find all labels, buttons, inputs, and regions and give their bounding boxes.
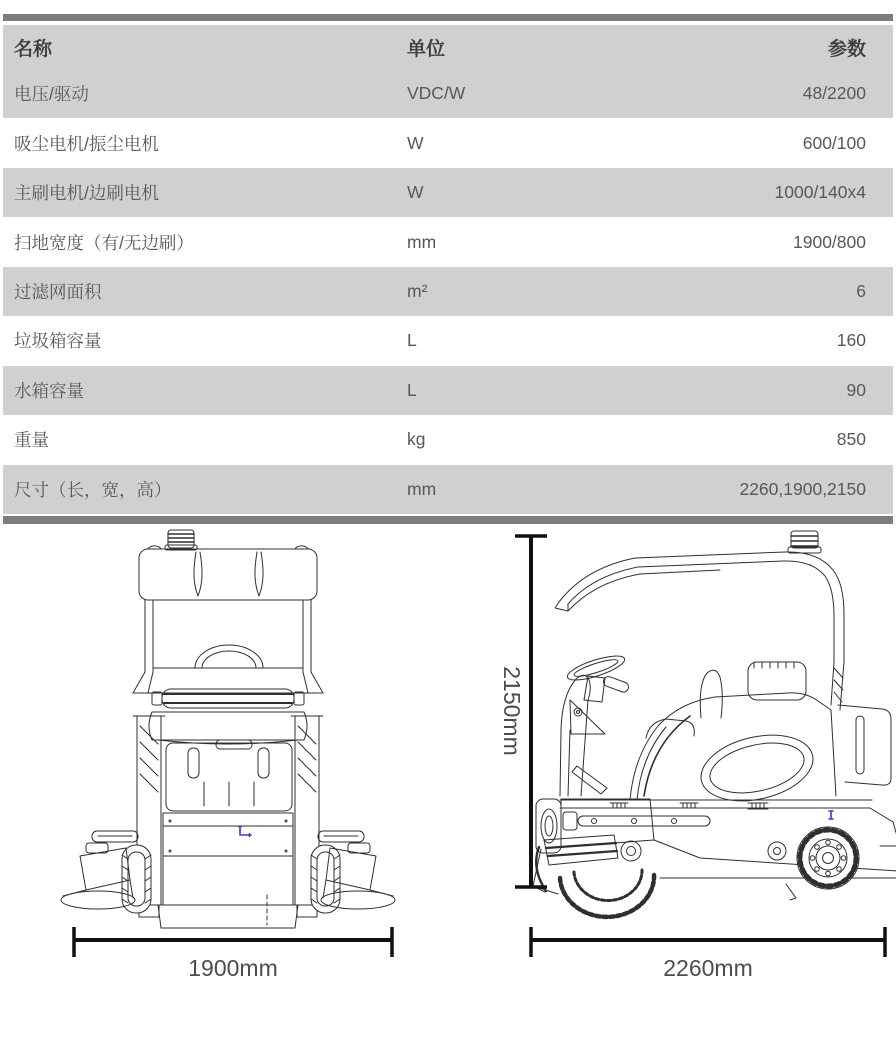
spec-name: 主刷电机/边刷电机 bbox=[14, 183, 159, 204]
spec-unit: L bbox=[407, 379, 417, 400]
spec-unit: mm bbox=[407, 478, 437, 499]
spec-row bbox=[3, 316, 893, 365]
dimension-label-width: 1900mm bbox=[188, 955, 278, 981]
header-name: 名称 bbox=[14, 38, 53, 60]
spec-name: 垃圾箱容量 bbox=[14, 331, 102, 352]
dimension-lines bbox=[73, 535, 886, 957]
spec-row bbox=[3, 415, 893, 464]
spec-name: 重量 bbox=[14, 430, 49, 451]
spec-value: 160 bbox=[836, 330, 866, 351]
spec-value: 1900/800 bbox=[793, 231, 866, 252]
spec-value: 850 bbox=[836, 429, 866, 450]
divider-bar-top bbox=[3, 14, 893, 21]
spec-row bbox=[3, 267, 893, 316]
front-right-wheel-icon bbox=[311, 845, 340, 913]
spec-unit: m² bbox=[407, 280, 428, 301]
spec-unit: W bbox=[407, 132, 424, 153]
sweeper-drawings-svg bbox=[0, 525, 896, 1000]
spec-value: 600/100 bbox=[802, 132, 866, 153]
spec-value: 2260,1900,2150 bbox=[739, 478, 866, 499]
spec-value: 1000/140x4 bbox=[774, 182, 866, 203]
spec-row bbox=[3, 69, 893, 118]
side-view-drawing bbox=[533, 531, 896, 917]
front-view-drawing bbox=[61, 530, 395, 928]
spec-row bbox=[3, 168, 893, 217]
blue-origin-marker bbox=[239, 827, 252, 837]
spec-row bbox=[3, 118, 893, 167]
divider-bar-bottom bbox=[3, 516, 893, 524]
spec-value: 90 bbox=[846, 379, 866, 400]
spec-row bbox=[3, 465, 893, 514]
spec-name: 尺寸（长，宽，高） bbox=[14, 479, 172, 500]
header-unit: 单位 bbox=[407, 38, 446, 60]
spec-row bbox=[3, 217, 893, 266]
spec-value: 48/2200 bbox=[802, 83, 866, 104]
rear-wheel-icon bbox=[797, 827, 859, 889]
side-cap-icon bbox=[788, 531, 821, 553]
table-header-row bbox=[3, 25, 893, 69]
spec-name: 扫地宽度（有/无边刷） bbox=[14, 232, 194, 253]
spec-unit: VDC/W bbox=[407, 83, 466, 104]
dimension-label-length: 2260mm bbox=[663, 955, 753, 981]
front-cap-icon bbox=[165, 530, 197, 550]
spec-name: 吸尘电机/振尘电机 bbox=[14, 133, 159, 154]
spec-unit: W bbox=[407, 182, 424, 203]
blue-origin-marker bbox=[829, 811, 833, 819]
spec-value: 6 bbox=[856, 280, 866, 301]
spec-table bbox=[3, 25, 893, 514]
steering-wheel-icon bbox=[565, 651, 630, 702]
spec-unit: mm bbox=[407, 231, 437, 252]
dimension-label-height: 2150mm bbox=[499, 666, 525, 756]
spec-unit: L bbox=[407, 330, 417, 351]
spec-name: 过滤网面积 bbox=[14, 281, 102, 302]
spec-name: 电压/驱动 bbox=[14, 84, 89, 105]
front-left-wheel-icon bbox=[122, 845, 151, 913]
spec-row bbox=[3, 366, 893, 415]
spec-name: 水箱容量 bbox=[14, 380, 84, 401]
spec-unit: kg bbox=[407, 429, 426, 450]
header-value: 参数 bbox=[827, 38, 866, 60]
technical-drawings bbox=[0, 525, 896, 1000]
